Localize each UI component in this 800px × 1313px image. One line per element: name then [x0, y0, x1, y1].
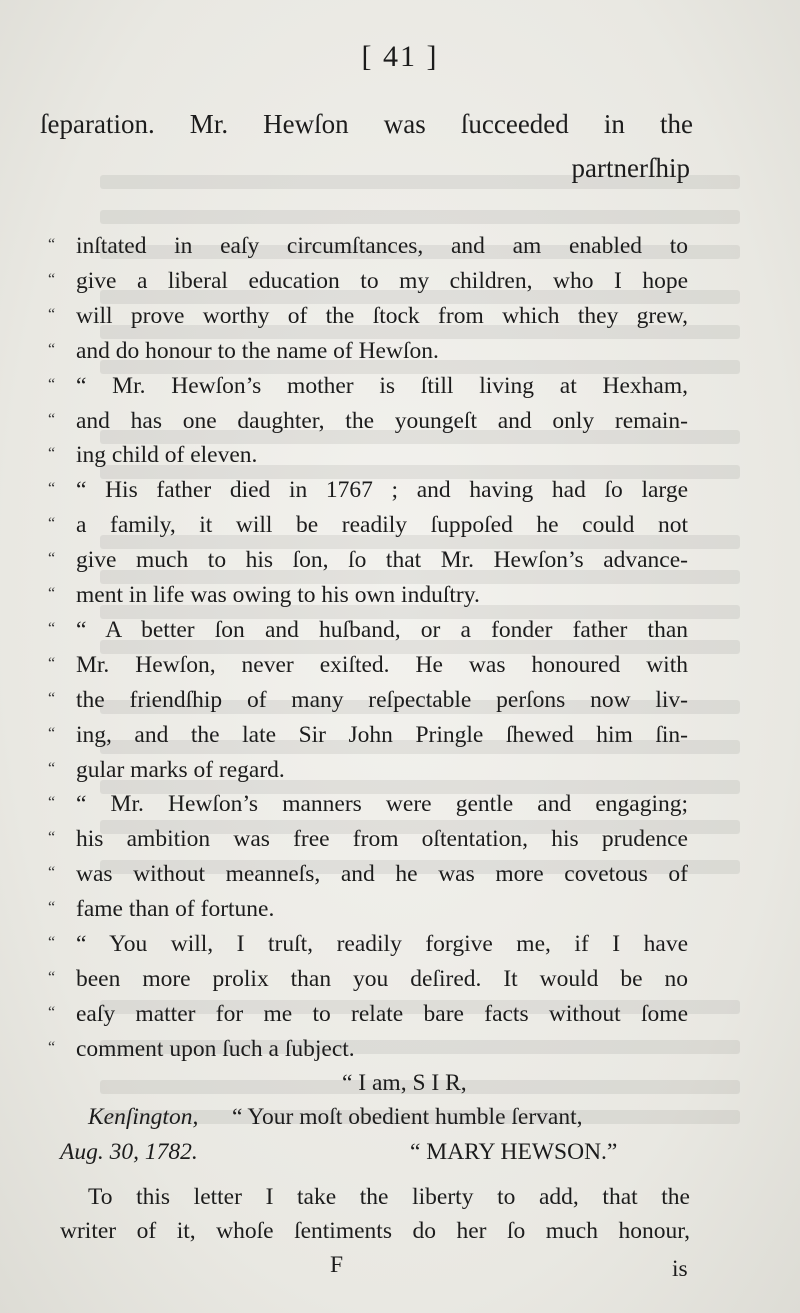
- quoted-text: a family, it will be readily ſuppoſed he could not: [76, 512, 688, 539]
- quoted-text: Mr. Hewſon, never exiſted. He was honoured with: [76, 651, 688, 678]
- quoted-line: [48, 682, 688, 717]
- quote-mark: “: [48, 410, 56, 428]
- quoted-line: [48, 1031, 355, 1066]
- quoted-text: eaſy matter for me to relate bare facts without ſome: [76, 1000, 688, 1027]
- quoted-text: ing, and the late Sir John Pringle ſhewed him ſin-: [76, 721, 688, 748]
- quoted-text: ing child of eleven.: [76, 442, 258, 469]
- quoted-text: was without meanneſs, and he was more covetous of: [76, 861, 688, 888]
- catchword: is: [672, 1256, 688, 1282]
- quoted-line: [48, 403, 688, 438]
- quoted-text: inſtated in eaſy circumſtances, and am enabled to: [76, 233, 688, 259]
- quote-mark: “: [48, 550, 56, 568]
- quoted-text: gular marks of regard.: [76, 756, 285, 783]
- quote-mark: “: [48, 340, 56, 358]
- quoted-line: [48, 437, 257, 472]
- quoted-line: [48, 647, 688, 682]
- signoff-servant: “ Your moſt obedient humble ſervant,: [232, 1104, 583, 1130]
- quote-mark: “: [48, 724, 56, 742]
- quote-mark: “: [48, 480, 56, 498]
- quote-mark: “: [48, 236, 56, 253]
- quote-mark: “: [48, 759, 56, 777]
- quote-mark: “: [48, 305, 56, 323]
- quoted-text: his ambition was free from oſtentation, his prudence: [76, 826, 688, 853]
- quoted-line: [48, 961, 688, 996]
- quoted-line: [48, 507, 688, 542]
- text-line: To this letter I take the liberty to add, that the: [88, 1184, 690, 1210]
- quoted-line: [48, 856, 688, 891]
- quoted-text: “ A better ſon and huſband, or a fonder father than: [76, 616, 688, 643]
- quote-mark: “: [48, 1038, 56, 1056]
- quoted-line: [48, 577, 480, 612]
- quoted-line: [48, 228, 688, 263]
- quoted-line: [48, 542, 688, 577]
- quoted-line: [48, 996, 688, 1031]
- quoted-text: the friendſhip of many reſpectable perſons now liv-: [76, 686, 688, 713]
- signoff-greeting: “ I am, S I R,: [342, 1070, 467, 1096]
- quote-mark: “: [48, 899, 56, 917]
- quoted-line: [48, 298, 688, 333]
- quote-mark: “: [48, 1003, 56, 1021]
- quote-mark: “: [48, 968, 56, 986]
- quoted-line: [48, 821, 688, 856]
- quoted-text: will prove worthy of the ſtock from which they grew,: [76, 302, 688, 329]
- quoted-line: [48, 752, 285, 787]
- text-line: writer of it, whoſe ſentiments do her ſo much honour,: [60, 1218, 690, 1244]
- quote-mark: “: [48, 864, 56, 882]
- quoted-line: [48, 612, 688, 647]
- quoted-line: [48, 926, 688, 961]
- quoted-line: [48, 472, 688, 507]
- quote-mark: “: [48, 934, 56, 951]
- quoted-text: ment in life was owing to his own induſtry.: [76, 582, 480, 608]
- quote-mark: “: [48, 829, 56, 847]
- signoff-place: Kenſington,: [88, 1104, 199, 1130]
- quoted-line: [48, 368, 688, 403]
- quoted-text: “ You will, I truſt, readily forgive me, if I have: [76, 931, 688, 957]
- quoted-line: [48, 786, 688, 821]
- date-text: Aug. 30, 1782.: [60, 1139, 198, 1165]
- signoff-name: “ MARY HEWSON.”: [410, 1139, 618, 1165]
- quote-mark: “: [48, 794, 56, 812]
- quoted-line: [48, 891, 274, 926]
- quoted-text: comment upon ſuch a ſubject.: [76, 1035, 355, 1062]
- quoted-line: [48, 333, 439, 368]
- quote-mark: “: [48, 375, 56, 393]
- quoted-line: [48, 263, 688, 298]
- text-line: partnerſhip: [571, 153, 690, 183]
- quote-mark: “: [48, 585, 56, 602]
- quoted-text: “ Mr. Hewſon’s manners were gentle and engaging;: [76, 791, 688, 818]
- quoted-text: and has one daughter, the youngeſt and only remain-: [76, 407, 688, 434]
- quote-mark: “: [48, 270, 56, 288]
- quote-mark: “: [48, 689, 56, 707]
- signature-mark: F: [330, 1252, 344, 1278]
- quote-mark: “: [48, 515, 56, 533]
- quoted-text: “ Mr. Hewſon’s mother is ſtill living at Hexham,: [76, 372, 688, 399]
- quoted-line: [48, 717, 688, 752]
- signoff-date: [60, 1135, 198, 1169]
- quoted-text: “ His father died in 1767 ; and having had ſo large: [76, 477, 688, 504]
- quoted-text: give a liberal education to my children, who I hope: [76, 267, 688, 294]
- quoted-text: been more prolix than you deſired. It would be no: [76, 965, 688, 992]
- quoted-text: and do honour to the name of Hewſon.: [76, 337, 439, 364]
- quote-mark: “: [48, 654, 56, 672]
- quoted-text: give much to his ſon, ſo that Mr. Hewſon’s advance-: [76, 547, 688, 574]
- quote-mark: “: [48, 445, 56, 463]
- quoted-text: fame than of fortune.: [76, 896, 275, 923]
- quote-mark: “: [48, 619, 56, 637]
- page-number: [ 41 ]: [361, 40, 439, 73]
- text-line: ſeparation. Mr. Hewſon was ſucceeded in the: [40, 109, 693, 139]
